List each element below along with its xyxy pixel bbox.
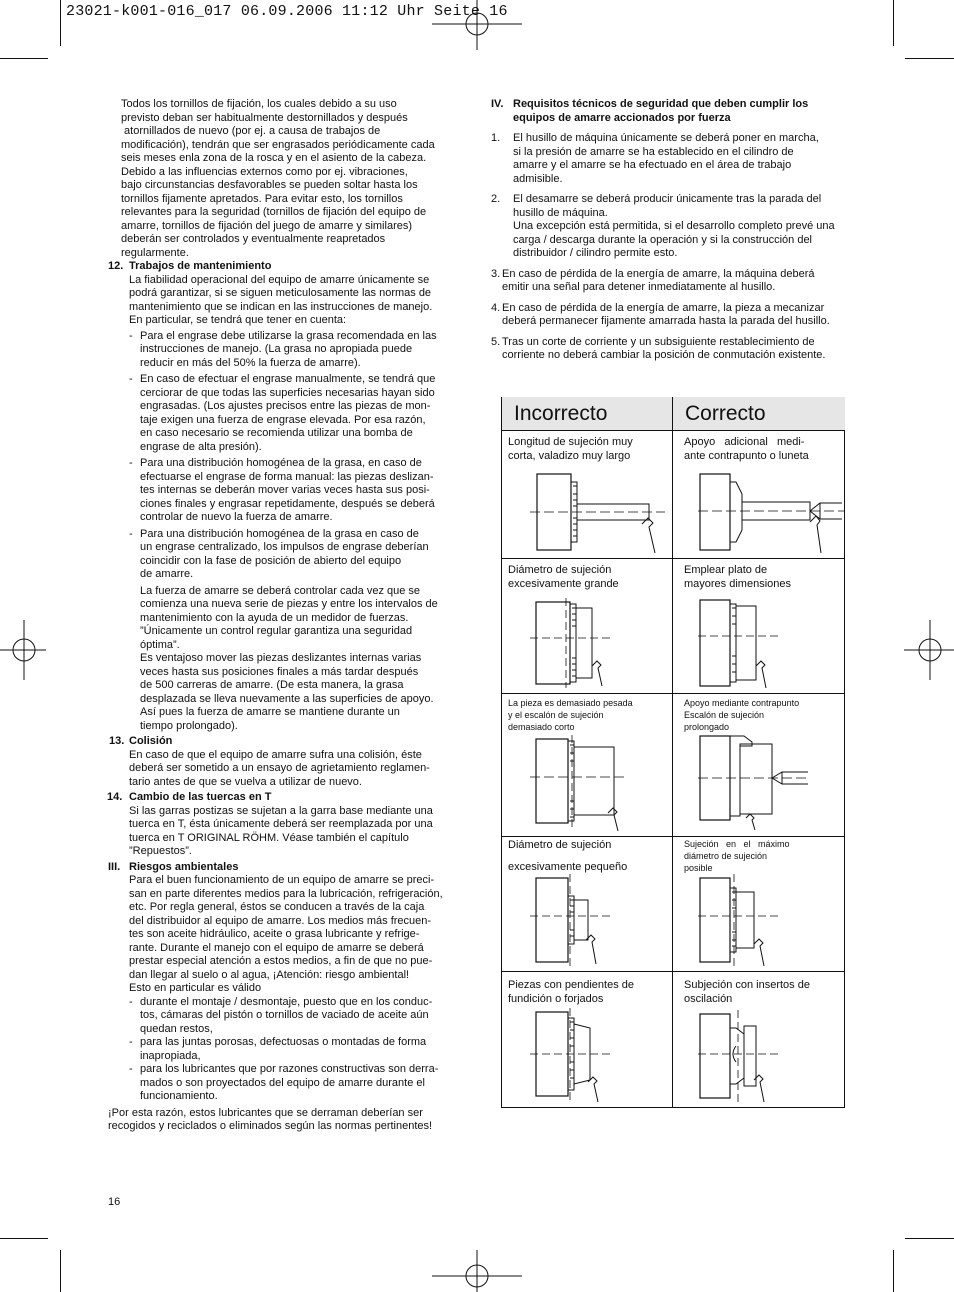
section-title xyxy=(491,98,856,125)
crop-mark xyxy=(893,0,894,46)
section-number: IV. xyxy=(491,98,504,110)
column-divider xyxy=(672,397,673,1108)
text-line: ”Únicamente un control regular garantiza una seguridad xyxy=(140,625,413,637)
crop-mark xyxy=(60,0,61,46)
text-line: durante el montaje / desmontaje, puesto que en los conduc- xyxy=(140,995,433,1008)
text-line: La pieza es demasiado pesada xyxy=(508,698,633,708)
text-line: Apoyo mediante contrapunto xyxy=(684,698,800,708)
text-line: La fuerza de amarre se deberá controlar cada vez que se xyxy=(140,584,421,597)
text-line: La fiabilidad operacional del equipo de amarre únicamente se xyxy=(129,273,430,286)
item-number: 4. xyxy=(491,301,501,314)
text-line: Diámetro de sujeción xyxy=(508,839,612,851)
header-correct: Correcto xyxy=(673,397,845,431)
text-line: tes internas se deberán mover varias veces hasta sus posi- xyxy=(140,484,430,496)
text-line: de amarre. xyxy=(140,568,194,580)
item-number: 5. xyxy=(491,335,501,348)
text-line: distribuidor / cilindro permite esto. xyxy=(513,247,678,259)
text-line: tuerca en T, ésta únicamente deberá ser reemplazada por una xyxy=(129,818,433,830)
illustration-diameter-too-small xyxy=(530,874,610,966)
table-cell-correct xyxy=(684,979,844,1006)
text-line: carga / descarga durante la operación y si la construcción del xyxy=(513,233,813,246)
illustration-max-diameter xyxy=(698,874,778,966)
text-line: regularmente. xyxy=(121,246,189,259)
requirement-4 xyxy=(491,302,856,329)
section-body xyxy=(129,805,464,859)
text-line: corriente no deberá cambiar la posición de conmutación existente. xyxy=(502,349,826,361)
table-cell-incorrect xyxy=(508,979,668,1006)
text-line: amarre y el amarre se ha efectuado en el área de trabajo xyxy=(513,159,792,171)
list-item xyxy=(129,528,464,582)
text-line: Para una distribución homogénea de la grasa, en caso de xyxy=(140,457,422,469)
text-line: excesivamente grande xyxy=(508,577,619,590)
text-line: tornillos fijamente apretados. Para evitar esto, los tornillos xyxy=(121,192,403,205)
text-line: dan llegar al suelo o al agua, ¡Atención: riesgo ambiental! xyxy=(129,968,410,981)
text-line: diámetro de sujeción xyxy=(684,851,768,861)
text-line: quedan restos, xyxy=(140,1022,213,1035)
list-item-text xyxy=(140,373,464,454)
section-14 xyxy=(108,791,464,859)
text-line: El desamarre se deberá producir únicamente tras la parada del xyxy=(513,193,822,205)
text-line: excesivamente pequeño xyxy=(508,861,628,873)
text-line: emitir una señal para detener inmediatamente al husillo. xyxy=(502,281,776,293)
table-cell-incorrect xyxy=(508,564,668,591)
text-line: atornillados de nuevo (por ej. a causa de trabajos de xyxy=(121,125,381,137)
text-line: prestar especial atención a estos medios, a fin de que no pue- xyxy=(129,955,433,967)
text-line: ante contrapunto o luneta xyxy=(684,449,809,462)
text-line: cerciorar de que todas las superficies necesarias hayan sido xyxy=(140,386,435,399)
text-line: inapropiada, xyxy=(140,1049,201,1062)
section-iv xyxy=(491,98,856,125)
text-line: ciones finales y engrasar repetidamente, después se deberá xyxy=(140,497,435,510)
list-item xyxy=(129,996,464,1037)
text-line: mados o son proyectados del equipo de amarre durante el xyxy=(140,1076,425,1089)
text-line: tos, cámaras del pistón o tornillos de vaciado de aceite aún xyxy=(140,1009,429,1021)
text-line: Emplear plato de xyxy=(684,564,768,576)
bullet-dash: - xyxy=(129,329,133,342)
text-line: bajo circunstancias desfavorables se pueden soltar hasta los xyxy=(121,179,418,191)
item-text xyxy=(513,132,856,186)
illustration-short-clamping xyxy=(530,470,665,556)
list-item xyxy=(129,1036,464,1063)
section-number: 12. xyxy=(108,260,124,272)
text-line: comienza una nueva serie de piezas y entre los intervalos de xyxy=(140,598,438,610)
section-number: III. xyxy=(108,860,121,873)
text-line: fundición o forjados xyxy=(508,992,604,1005)
text-line: Diámetro de sujeción xyxy=(508,564,612,576)
table-cell-correct xyxy=(684,838,816,874)
text-line: Requisitos técnicos de seguridad que deben cumplir los xyxy=(513,98,809,110)
text-line: Apoyo adicional medi- xyxy=(684,436,805,448)
text-line: veces hasta sus posiciones finales a más tardar después xyxy=(140,665,419,678)
text-line: reducir en más del 50% la fuerza de amarre). xyxy=(140,356,361,369)
illustration-diameter-too-large xyxy=(530,598,610,688)
header-incorrect: Incorrecto xyxy=(502,397,672,431)
bullet-dash: - xyxy=(129,373,133,385)
text-line: para las juntas porosas, defectuosas o montadas de forma xyxy=(140,1036,427,1048)
text-line: oscilación xyxy=(684,992,733,1005)
print-header: 23021-k001-016_017 06.09.2006 11:12 Uhr Seite 16 xyxy=(66,3,508,20)
registration-mark-right xyxy=(904,620,954,680)
text-line: Para el buen funcionamiento de un equipo de amarre se preci- xyxy=(129,874,435,886)
text-line: Sujeción en el máximo xyxy=(684,839,790,849)
table-cell-correct xyxy=(684,436,816,463)
illustration-larger-chuck xyxy=(698,596,778,690)
text-line: etc. Por regla general, éstos se conducen a través de la caja xyxy=(129,901,425,913)
crop-mark xyxy=(905,1238,954,1239)
item-number: 2. xyxy=(491,193,501,205)
text-line: deberá ser sometido a un ensayo de agrietamiento reglamen- xyxy=(129,762,430,774)
text-line: Longitud de sujeción muy xyxy=(508,436,633,448)
text-line: modificación), tendrán que ser engrasados periódicamente cada xyxy=(121,138,435,151)
section-12 xyxy=(108,260,464,328)
requirement-2 xyxy=(491,193,856,261)
crop-mark xyxy=(0,58,48,59)
section-title: Colisión xyxy=(129,735,173,747)
text-line: y el escalón de sujeción xyxy=(508,710,604,720)
text-line: controlar de nuevo la fuerza de amarre. xyxy=(140,511,333,523)
text-line: En caso de que el equipo de amarre sufra una colisión, éste xyxy=(129,748,422,761)
illustration-oscillating-inserts xyxy=(698,1010,778,1104)
text-line: ”Repuestos”. xyxy=(129,845,192,857)
row-divider xyxy=(501,971,845,972)
text-line: desplazada se lleva nuevamente a las superficies de apoyo. xyxy=(140,692,434,705)
text-line: En caso de pérdida de la energía de amarre, la pieza a mecanizar xyxy=(502,301,825,314)
bullet-dash: - xyxy=(129,995,133,1008)
text-line: en caso necesario se recomienda utilizar una bomba de xyxy=(140,427,413,439)
text-line: posible xyxy=(684,863,713,873)
text-line: de 500 carreras de amarre. (De esta manera, la grasa xyxy=(140,679,404,691)
text-line: previsto deban ser habitualmente destornillados y después xyxy=(121,111,408,124)
list-item xyxy=(129,457,464,525)
text-line: prolongado xyxy=(684,722,730,732)
text-line: tes son aceite hidráulico, aceite o grasa lubricante y refrige- xyxy=(129,928,420,940)
crop-mark xyxy=(60,1250,61,1292)
text-line: admisible. xyxy=(513,172,563,185)
closing-paragraph xyxy=(108,1107,464,1134)
table-cell-correct xyxy=(684,564,844,591)
text-line: efectuarse el engrase de forma manual: las piezas deslizan- xyxy=(140,470,434,483)
list-item-text xyxy=(140,1036,464,1063)
intro-paragraph xyxy=(108,98,464,260)
text-line: mantenimiento con la ayuda de un medidor de fuerzas. xyxy=(140,611,409,624)
section-13 xyxy=(108,735,464,789)
text-line: recogidos y reciclados o eliminados según las normas pertinentes! xyxy=(108,1120,433,1132)
section-title: Cambio de las tuercas en T xyxy=(129,791,272,803)
requirement-5 xyxy=(491,336,856,363)
crop-mark xyxy=(905,58,954,59)
text-line: para los lubricantes que por razones constructivas son derra- xyxy=(140,1063,439,1075)
table-cell-incorrect xyxy=(508,840,668,873)
text-line: En caso de efectuar el engrase manualmente, se tendrá que xyxy=(140,373,436,385)
illustration-tailstock-support xyxy=(698,470,844,556)
row-divider xyxy=(501,693,845,694)
requirement-1 xyxy=(491,132,856,186)
text-line: amarre, tornillos de fijación del juego de amarre y similares) xyxy=(121,219,413,232)
list-item-text xyxy=(140,528,464,582)
text-line: ¡Por esta razón, estos lubricantes que se derraman deberían ser xyxy=(108,1106,423,1119)
row-divider xyxy=(501,558,845,559)
right-column xyxy=(491,98,856,363)
list-item-text xyxy=(140,330,464,371)
text-line: un engrase centralizado, los impulsos de engrase deberían xyxy=(140,541,429,553)
section-paragraph xyxy=(129,585,464,734)
illustration-forged-workpiece xyxy=(530,1008,610,1104)
text-line: si la presión de amarre se ha establecido en el cilindro de xyxy=(513,145,794,158)
text-line: demasiado corto xyxy=(508,722,575,732)
text-line: deberán ser controlados y eventualmente reapretados xyxy=(121,233,386,245)
illustration-heavy-workpiece xyxy=(530,735,625,831)
text-line: óptima”. xyxy=(140,638,180,651)
text-line: san en parte diferentes medios para la lubricación, refrigeración, xyxy=(129,887,443,900)
table-cell-incorrect xyxy=(508,436,668,463)
text-line: husillo de máquina. xyxy=(513,206,608,219)
text-line: Para una distribución homogénea de la grasa en caso de xyxy=(140,527,419,540)
item-number: 1. xyxy=(491,132,501,144)
text-line: corta, valadizo muy largo xyxy=(508,449,631,462)
text-line: tario antes de que se vuelva a utilizar de nuevo. xyxy=(129,775,362,788)
text-line: coincidir con la fase de posición de abierto del equipo xyxy=(140,554,402,567)
text-line: rante. Durante el manejo con el equipo de amarre se deberá xyxy=(129,941,424,954)
crop-mark xyxy=(0,1238,48,1239)
text-line: Subjeción con insertos de xyxy=(684,979,810,991)
section-body xyxy=(129,749,464,790)
text-line: deberá permanecer fijamente amarrada hasta la parada del husillo. xyxy=(502,315,830,327)
registration-mark-top xyxy=(432,0,522,50)
text-line: Tras un corte de corriente y un subsiguiente restablecimiento de xyxy=(502,335,815,348)
text-line: instrucciones de manejo. (La grasa no apropiada puede xyxy=(140,343,413,355)
page-number: 16 xyxy=(108,1196,121,1208)
text-line: podrá garantizar, si se siguen meticulosamente las normas de xyxy=(129,287,432,299)
text-line: equipos de amarre accionados por fuerza xyxy=(513,111,731,124)
section-title: Riesgos ambientales xyxy=(129,860,239,873)
text-line: Así pues la fuerza de amarre se mantiene durante un xyxy=(140,706,400,718)
text-line: Es ventajoso mover las piezas deslizantes internas varias xyxy=(140,652,422,664)
crop-mark xyxy=(893,1250,894,1292)
table-cell-correct xyxy=(684,697,844,733)
text-line: Para el engrase debe utilizarse la grasa recomendada en las xyxy=(140,329,437,342)
item-text xyxy=(502,268,856,295)
text-line: Escalón de sujeción xyxy=(684,710,765,720)
bullet-dash: - xyxy=(129,1036,133,1048)
bullet-list xyxy=(108,330,464,734)
left-column xyxy=(108,98,464,1134)
list-item-text xyxy=(140,1063,464,1104)
requirement-3 xyxy=(491,268,856,295)
list-item xyxy=(129,373,464,454)
text-line: mayores dimensiones xyxy=(684,577,791,590)
list-item-text xyxy=(140,457,464,525)
item-text xyxy=(502,336,856,363)
text-line: En caso de pérdida de la energía de amarre, la máquina deberá xyxy=(502,267,815,280)
text-line: Si las garras postizas se sujetan a la garra base mediante una xyxy=(129,804,433,817)
item-text xyxy=(513,193,856,261)
text-line: taje exigen una fuerza de engrase elevada. Por esa razón, xyxy=(140,413,426,426)
text-line: El husillo de máquina únicamente se deberá poner en marcha, xyxy=(513,132,819,144)
bullet-dash: - xyxy=(129,457,133,469)
text-line: tiempo prolongado). xyxy=(140,719,238,732)
section-body xyxy=(129,274,464,328)
item-text xyxy=(502,302,856,329)
text-line: del distribuidor al equipo de amarre. Los medios más frecuen- xyxy=(129,914,432,927)
text-line: relevantes para la seguridad (tornillos de fijación del equipo de xyxy=(121,206,427,218)
text-line: engrase de alta presión). xyxy=(140,440,262,453)
bullet-dash: - xyxy=(129,527,133,540)
text-line: engrasadas. (Los ajustes precisos entre las piezas de mon- xyxy=(140,400,431,412)
illustration-long-step-tailstock xyxy=(698,730,808,830)
text-line: tuerca en T ORIGINAL RÖHM. Véase también el capítulo xyxy=(129,831,409,844)
text-line: Esto en particular es válido xyxy=(129,982,262,994)
text-line: Una excepción está permitida, si el desarrollo completo prevé una xyxy=(513,220,835,232)
section-number: 13. xyxy=(109,735,125,747)
text-line: funcionamiento. xyxy=(140,1090,218,1102)
row-divider xyxy=(501,836,845,837)
text-line: Debido a las influencias externos como por ej. vibraciones, xyxy=(121,165,408,178)
list-item-text xyxy=(140,996,464,1037)
text-line: seis meses enla zona de la rosca y en el asiento de la cabeza. xyxy=(121,152,427,164)
registration-mark-left xyxy=(0,620,46,680)
list-item xyxy=(129,1063,464,1104)
bullet-dash: - xyxy=(129,1063,133,1075)
table-cell-incorrect xyxy=(508,697,668,733)
section-body xyxy=(129,874,464,996)
item-number: 3. xyxy=(491,267,501,280)
text-line: En particular, se tendrá que tener en cuenta: xyxy=(129,314,347,326)
section-number: 14. xyxy=(107,791,123,803)
section-iii xyxy=(108,861,464,1104)
section-title: Trabajos de mantenimiento xyxy=(129,260,272,272)
text-line: mantenimiento que se indican en las instrucciones de manejo. xyxy=(129,300,433,313)
list-item xyxy=(129,330,464,371)
text-line: Todos los tornillos de fijación, los cuales debido a su uso xyxy=(121,98,397,110)
text-line: Piezas con pendientes de xyxy=(508,979,634,991)
registration-mark-bottom xyxy=(432,1250,522,1292)
